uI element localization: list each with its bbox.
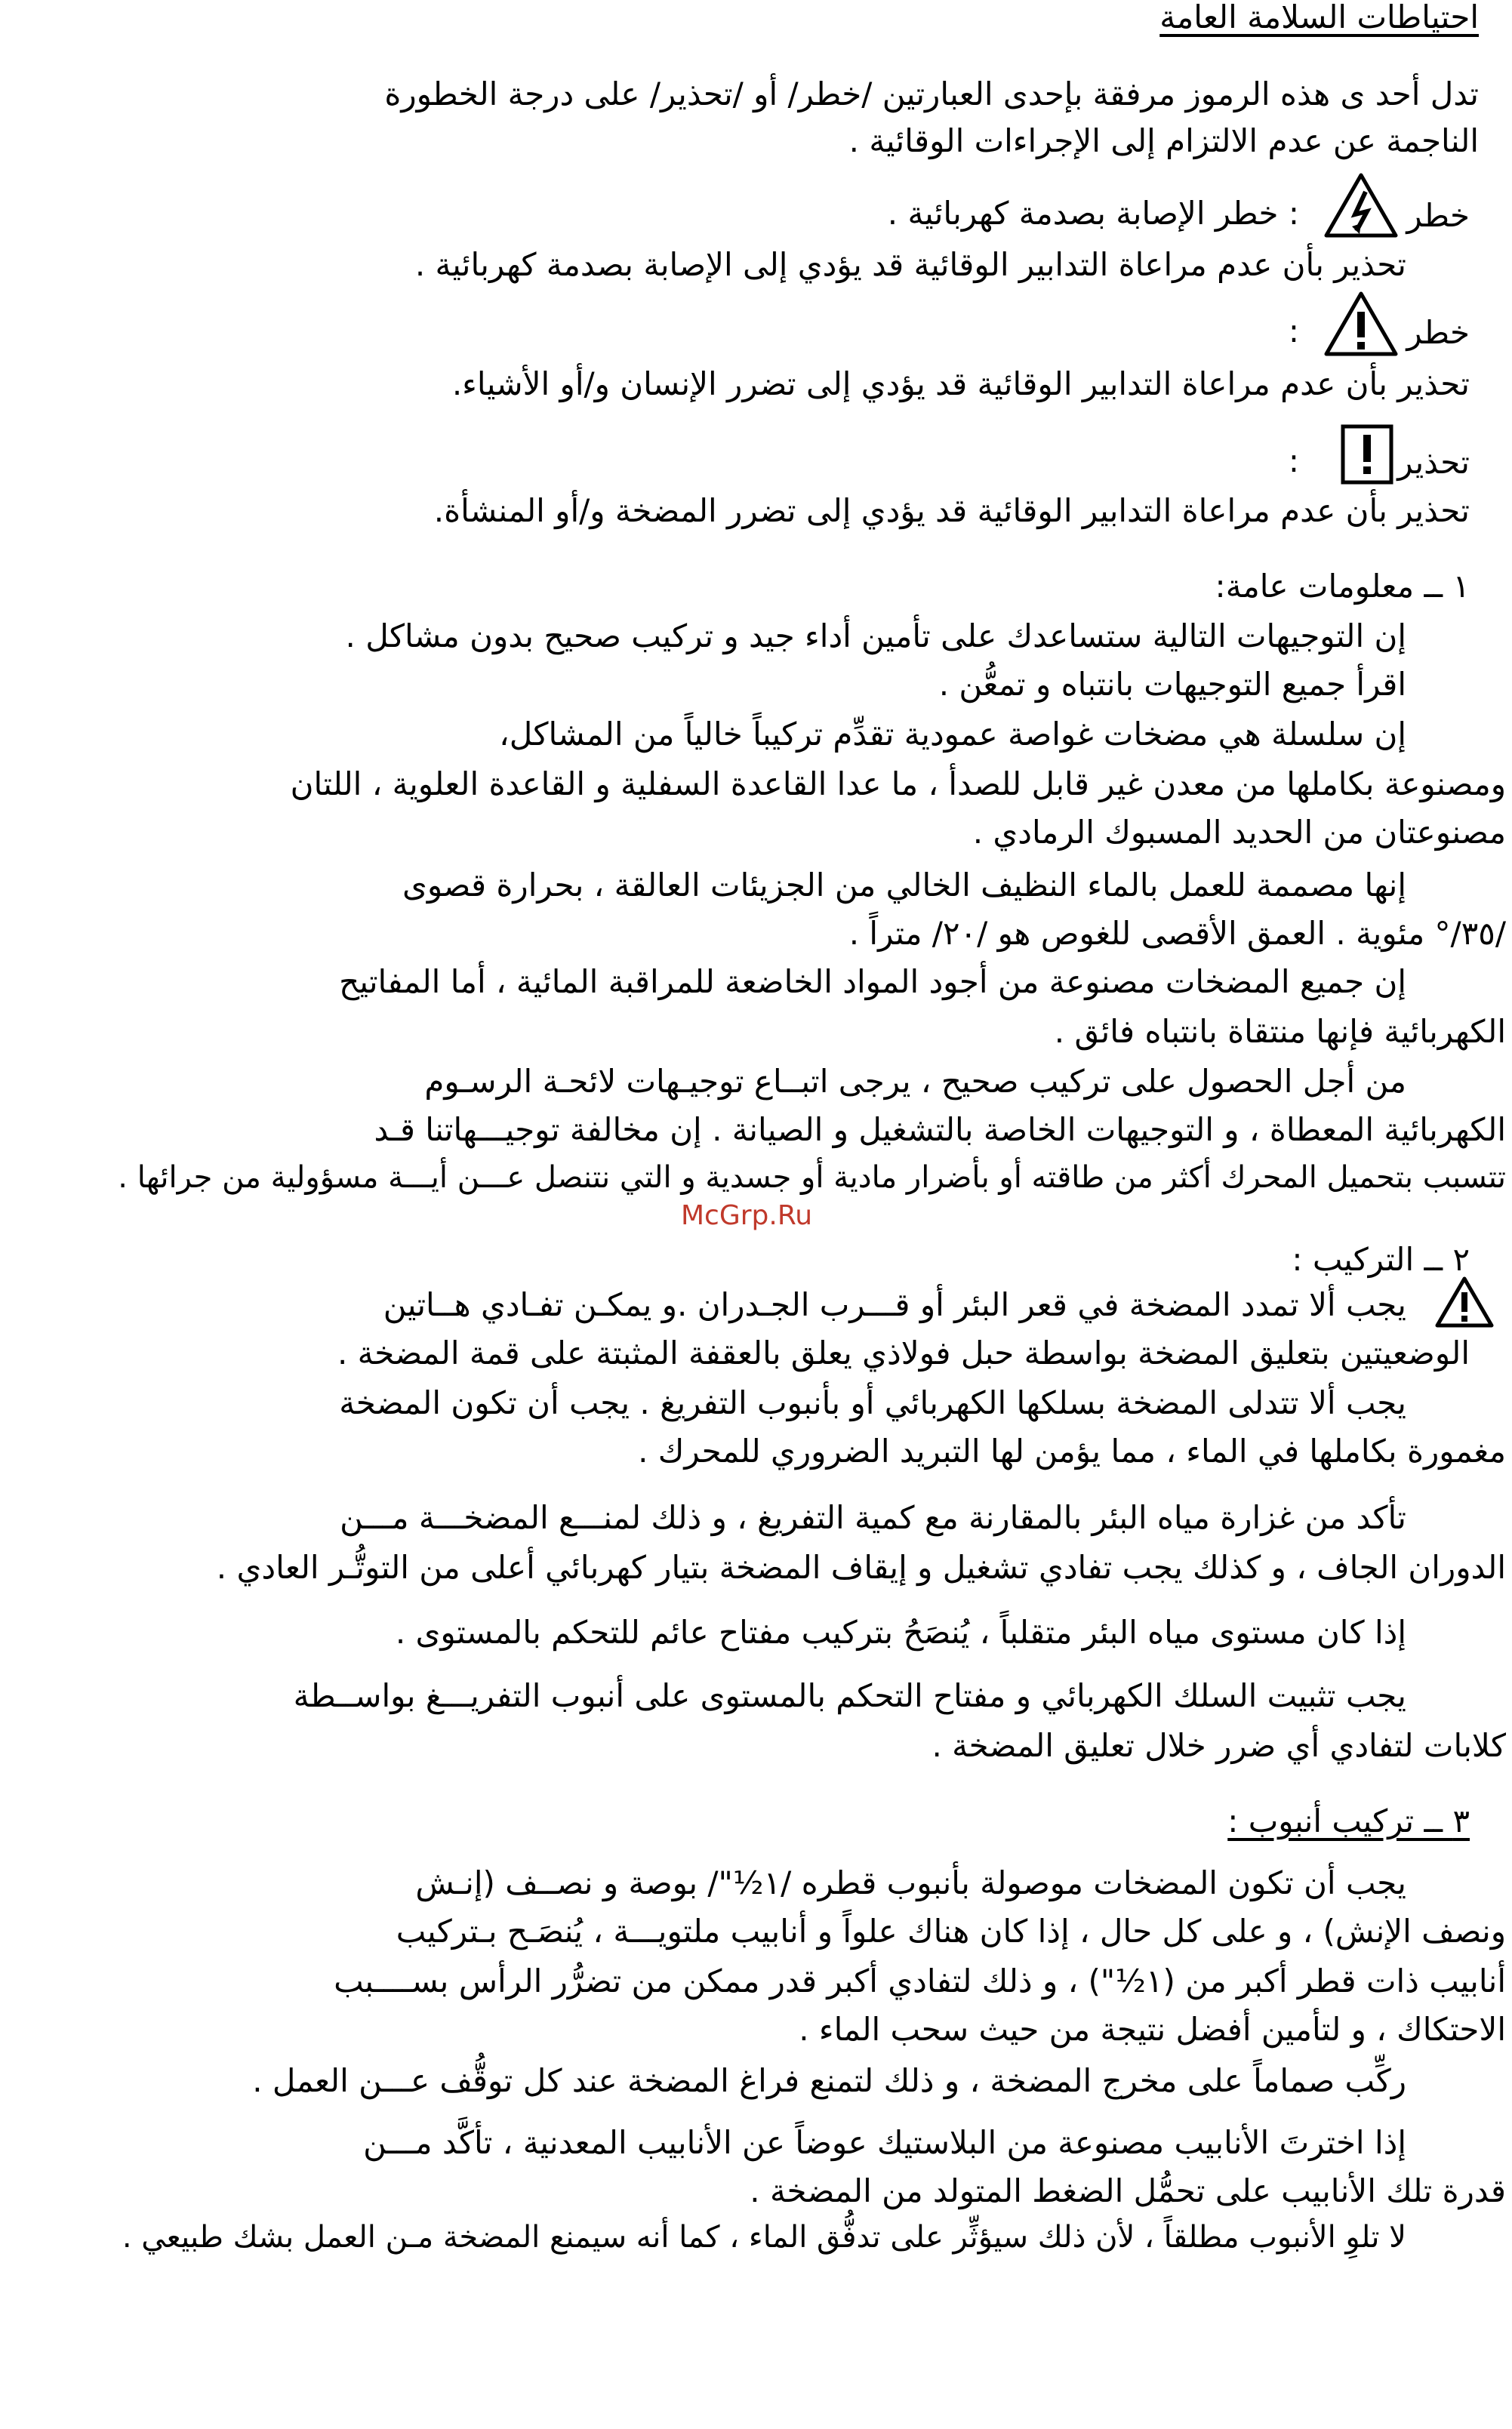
- page-title: احتياطات السلامة العامة: [1159, 0, 1479, 35]
- section-line: إذا كان مستوى مياه البئر متقلباً ، يُنصَحُ بتركيب مفتاح عائم للتحكم بالمستوى .: [395, 1614, 1406, 1651]
- section-line: إنها مصممة للعمل بالماء النظيف الخالي من الجزيئات العالقة ، بحرارة قصوى: [402, 867, 1406, 904]
- section-line: الاحتكاك ، و لتأمين أفضل نتيجة من حيث سحب الماء .: [799, 2011, 1506, 2048]
- section-line: من أجل الحصول على تركيب صحيح ، يرجى اتبــاع توجيـهات لائحـة الرسـوم: [424, 1063, 1406, 1100]
- warning-triangle-icon: [1434, 1276, 1495, 1328]
- symbol-label-danger: خطر: [1406, 197, 1470, 234]
- section-line: الدوران الجاف ، و كذلك يجب تفادي تشغيل و إيقاف المضخة بتيار كهربائي أعلى من التوتُّـر العادي .: [216, 1549, 1506, 1586]
- section-line: الكهربائية المعطاة ، و التوجيهات الخاصة بالتشغيل و الصيانة . إن مخالفة توجيـــهاتنا قـد: [374, 1111, 1506, 1148]
- danger-exclamation-icon: [1323, 291, 1399, 357]
- section-line: يجب تثبيت السلك الكهربائي و مفتاح التحكم بالمستوى على أنبوب التفريـــغ بواســطة: [293, 1677, 1406, 1714]
- section-line: يجب ألا تمدد المضخة في قعر البئر أو قـــرب الجـدران .و يمكـن تفـادي هــاتين: [383, 1286, 1406, 1323]
- symbol-note: تحذير بأن عدم مراعاة التدابير الوقائية قد يؤدي إلى تضرر المضخة و/أو المنشأة.: [433, 492, 1470, 529]
- symbol-title: :: [1288, 312, 1299, 349]
- symbol-note: تحذير بأن عدم مراعاة التدابير الوقائية قد يؤدي إلى الإصابة بصدمة كهربائية .: [414, 246, 1406, 283]
- intro-line: تدل أحد ى هذه الرموز مرفقة بإحدى العبارتين /خطر/ أو /تحذير/ على درجة الخطورة: [384, 75, 1479, 112]
- section-line: مغمورة بكاملها في الماء ، مما يؤمن لها التبريد الضروري للمحرك .: [638, 1433, 1506, 1470]
- section-line: إن سلسلة هي مضخات غواصة عمودية تقدِّم تركيباً خالياً من المشاكل،: [499, 716, 1406, 753]
- section-line: إن التوجيهات التالية ستساعدك على تأمين أداء جيد و تركيب صحيح بدون مشاكل .: [345, 617, 1406, 654]
- section-line: يجب أن تكون المضخات موصولة بأنبوب قطره /١½"/ بوصة و نصــف (إنـش: [415, 1864, 1406, 1901]
- section-line: قدرة تلك الأنابيب على تحمُّل الضغط المتولد من المضخة .: [750, 2172, 1506, 2209]
- symbol-title: : خطر الإصابة بصدمة كهربائية .: [887, 195, 1299, 232]
- symbol-label-danger: خطر: [1406, 314, 1470, 351]
- section-line: مصنوعتان من الحديد المسبوك الرمادي .: [972, 814, 1506, 851]
- section-line: ونصف الإنش) ، و على كل حال ، إذا كان هناك علواً و أنابيب ملتويـــة ، يُنصَـح بـتركيب: [396, 1913, 1506, 1950]
- section-line: /٣٥/° مئوية . العمق الأقصى للغوص هو /٢٠/ متراً .: [848, 915, 1506, 952]
- section-heading: ٢ ــ التركيب :: [1292, 1241, 1470, 1278]
- section-line: ركِّب صماماً على مخرج المضخة ، و ذلك لتمنع فراغ المضخة عند كل توقُّف عـــن العمل .: [252, 2062, 1406, 2099]
- section-line: الوضعيتين بتعليق المضخة بواسطة حبل فولاذي يعلق بالعقفة المثبتة على قمة المضخة .: [337, 1335, 1470, 1372]
- section-line: يجب ألا تتدلى المضخة بسلكها الكهربائي أو بأنبوب التفريغ . يجب أن تكون المضخة: [339, 1384, 1406, 1421]
- caution-exclamation-box-icon: [1341, 424, 1393, 485]
- section-line: تتسبب بتحميل المحرك أكثر من طاقته أو بأضرار مادية أو جسدية و التي نتنصل عـــن أيـــة مسؤولية من جرائها .: [118, 1160, 1506, 1195]
- section-heading: ٣ ــ تركيب أنبوب :: [1227, 1803, 1470, 1839]
- section-line: كلابات لتفادي أي ضرر خلال تعليق المضخة .: [932, 1727, 1506, 1764]
- symbol-label-caution: تحذير: [1397, 444, 1470, 481]
- symbol-note: تحذير بأن عدم مراعاة التدابير الوقائية قد يؤدي إلى تضرر الإنسان و/أو الأشياء.: [451, 365, 1470, 402]
- watermark: McGrp.Ru: [681, 1200, 813, 1231]
- section-line: أنابيب ذات قطر أكبر من (١½") ، و ذلك لتفادي أكبر قدر ممكن من تضرُّر الرأس بســــبب: [334, 1963, 1506, 2000]
- section-line: إن جميع المضخات مصنوعة من أجود المواد الخاضعة للمراقبة المائية ، أما المفاتيح: [339, 963, 1406, 1000]
- section-line: تأكد من غزارة مياه البئر بالمقارنة مع كمية التفريغ ، و ذلك لمنـــع المضخـــة مـــن: [340, 1499, 1406, 1536]
- electric-shock-warning-icon: [1323, 172, 1399, 239]
- section-heading: ١ ــ معلومات عامة:: [1215, 568, 1470, 605]
- section-line: لا تلوِ الأنبوب مطلقاً ، لأن ذلك سيؤثِّر على تدفُّق الماء ، كما أنه سيمنع المضخة مـن العمل بشك طبيعي .: [122, 2220, 1406, 2255]
- section-line: إذا اخترتَ الأنابيب مصنوعة من البلاستيك عوضاً عن الأنابيب المعدنية ، تأكَّد مـــن: [363, 2124, 1406, 2161]
- intro-line: الناجمة عن عدم الالتزام إلى الإجراءات الوقائية .: [848, 122, 1479, 159]
- section-line: اقرأ جميع التوجيهات بانتباه و تمعُّن .: [938, 666, 1406, 703]
- section-line: ومصنوعة بكاملها من معدن غير قابل للصدأ ، ما عدا القاعدة السفلية و القاعدة العلوية ، اللتان: [290, 765, 1506, 802]
- symbol-title: :: [1288, 442, 1299, 479]
- section-line: الكهربائية فإنها منتقاة بانتباه فائق .: [1054, 1013, 1506, 1050]
